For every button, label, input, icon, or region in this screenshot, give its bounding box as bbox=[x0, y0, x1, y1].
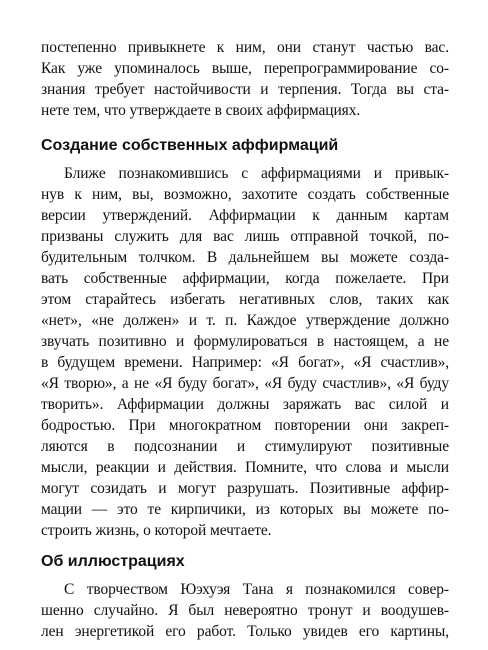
section-heading: Создание собственных аффирмаций bbox=[41, 137, 339, 154]
text-line: нув к ним, вы, возможно, захотите создать собственные bbox=[41, 186, 449, 203]
text-line: ляются в подсознании и стимулируют позитивные bbox=[41, 438, 449, 455]
text-line: шенно случайно. Я был невероятно тронут и воодушев- bbox=[41, 602, 449, 619]
text-line: Как уже упоминалось выше, перепрограммирование со- bbox=[41, 60, 449, 77]
text-line: могут созидать и могут разрушать. Позитивные аффир- bbox=[41, 480, 449, 497]
text-line: версии утверждений. Аффирмации к данным картам bbox=[41, 207, 449, 224]
text-line: будительным толчком. В дальнейшем вы можете созда- bbox=[41, 249, 449, 266]
text-line: мысли, реакции и действия. Помните, что слова и мысли bbox=[41, 459, 449, 476]
text-line: С творчеством Юэхуэя Тана я познакомился совер- bbox=[64, 581, 449, 598]
text-line: «нет», «не должен» и т. п. Каждое утверждение должно bbox=[41, 312, 449, 329]
text-line: мации — это те кирпичики, из которых вы можете по- bbox=[41, 501, 449, 518]
text-line: нете тем, что утверждаете в своих аффирмациях. bbox=[41, 102, 361, 119]
text-line: бодростью. При многократном повторении они закреп- bbox=[41, 417, 449, 434]
text-line: строить жизнь, о которой мечтаете. bbox=[41, 522, 272, 539]
text-line: «Я творю», а не «Я буду богат», «Я буду счастлив», «Я буду bbox=[41, 375, 449, 392]
text-line: Ближе познакомившись с аффирмациями и привык- bbox=[64, 165, 449, 182]
text-line: знания требует настойчивости и терпения. Тогда вы ста- bbox=[41, 81, 449, 98]
text-line: лен энергетикой его работ. Только увидев его картины, bbox=[41, 623, 449, 640]
text-line: постепенно привыкнете к ним, они станут частью вас. bbox=[41, 39, 449, 56]
text-line: звучать позитивно и формулироваться в настоящем, а не bbox=[41, 333, 449, 350]
text-line: творить». Аффирмации должны заряжать вас силой и bbox=[41, 396, 449, 413]
text-line: этом старайтесь избегать негативных слов, таких как bbox=[41, 291, 449, 308]
text-line: вать собственные аффирмации, когда пожелаете. При bbox=[41, 270, 449, 287]
section-heading: Об иллюстрациях bbox=[41, 553, 185, 570]
text-line: в будущем времени. Например: «Я богат», «Я счастлив», bbox=[41, 354, 449, 371]
text-line: призваны служить для вас лишь отправной точкой, по- bbox=[41, 228, 449, 245]
